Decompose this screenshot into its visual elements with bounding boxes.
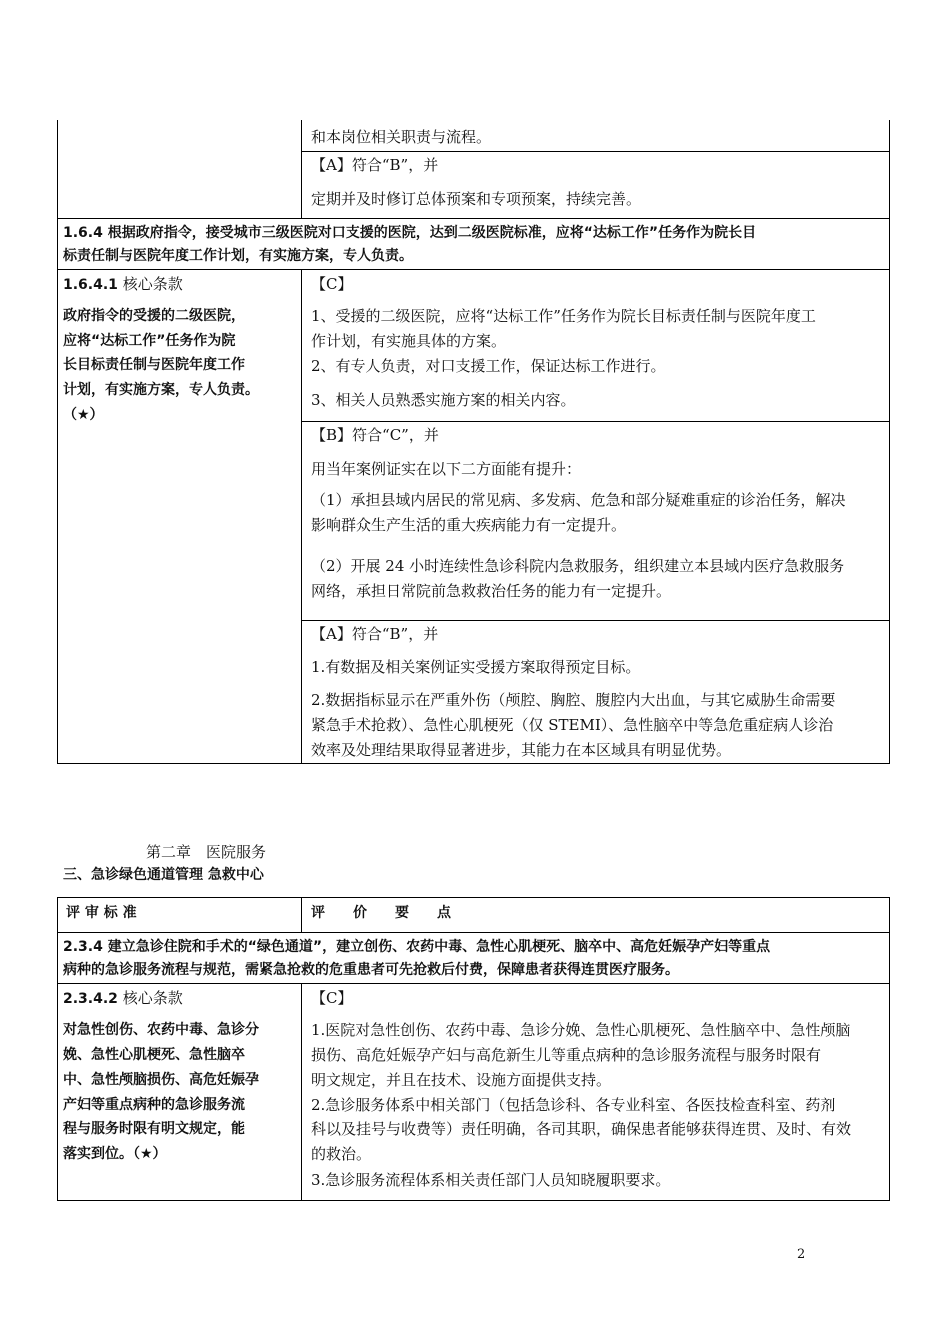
table2-grade-c-line: 损伤、高危妊娠孕产妇与高危新生儿等重点病种的急诊服务流程与服务时限有 (311, 1046, 822, 1064)
table1-grade-b-line: （2）开展 24 小时连续性急诊科院内急救服务，组织建立本县域内医疗急救服务 (311, 557, 845, 575)
left-line: 程与服务时限有明文规定，能 (63, 1121, 245, 1137)
left-line: 落实到位。（★） (63, 1146, 167, 1162)
table2-grade-c-line: 1.医院对急性创伤、农药中毒、急诊分娩、急性心肌梗死、急性脑卒中、急性颅脑 (311, 1021, 851, 1039)
clause-id: 2.3.4.2 (63, 991, 118, 1007)
left-line: 长目标责任制与医院年度工作 (63, 357, 245, 373)
table1-top-continuation: 和本岗位相关职责与流程。 (311, 128, 492, 146)
clause-tag: 核心条款 (122, 989, 183, 1007)
section-2-3-4-title-line2: 病种的急诊服务流程与规范，需紧急抢救的危重患者可先抢救后付费，保障患者获得连贯医疗服务。 (63, 962, 679, 978)
section-heading: 三、急诊绿色通道管理 急救中心 (63, 867, 264, 883)
table1-grade-a-line: 2.数据指标显示在严重外伤（颅腔、胸腔、腹腔内大出血，与其它威胁生命需要 (311, 691, 836, 709)
table1-grade-b-line: 影响群众生产生活的重大疾病能力有一定提升。 (311, 516, 627, 534)
table2-grade-c-head: 【C】 (311, 989, 353, 1007)
clause-id: 1.6.4.1 (63, 277, 118, 293)
clause-tag: 核心条款 (122, 275, 183, 293)
table1-grade-c-line: 1、受援的二级医院，应将“达标工作”任务作为院长目标责任制与医院年度工 (311, 307, 816, 325)
table2-col-header-standard: 评 审 标 准 (66, 905, 137, 921)
table1-grade-b-line: （1）承担县域内居民的常见病、多发病、危急和部分疑难重症的诊治任务，解决 (311, 491, 846, 509)
table2-grade-c-line: 3.急诊服务流程体系相关责任部门人员知晓履职要求。 (311, 1171, 671, 1189)
table1-grade-c-line: 2、有专人负责，对口支援工作，保证达标工作进行。 (311, 357, 666, 375)
table1-grade-c-line: 作计划，有实施具体的方案。 (311, 332, 507, 350)
left-line: 应将“达标工作”任务作为院 (63, 333, 236, 349)
table2-grade-c-line: 明文规定，并且在技术、设施方面提供支持。 (311, 1071, 612, 1089)
table2-grade-c-line: 科以及挂号与收费等）责任明确，各司其职，确保患者能够获得连贯、及时、有效 (311, 1120, 852, 1138)
table1-grade-a-line: 1.有数据及相关案例证实受援方案取得预定目标。 (311, 658, 641, 676)
left-line: 计划，有实施方案，专人负责。 (63, 382, 259, 398)
clause-1-6-4-1-header (63, 277, 183, 292)
table1-grade-a-line: 紧急手术抢救）、急性心肌梗死（仅 STEMI）、急性脑卒中等急危重症病人诊治 (311, 716, 834, 734)
left-line: 政府指令的受援的二级医院， (63, 308, 245, 324)
left-line: 娩、急性心肌梗死、急性脑卒 (63, 1047, 245, 1063)
table1-top-grade-a-head: 【A】符合“B”，并 (311, 156, 439, 174)
section-1-6-4-title-line2: 标责任制与医院年度工作计划，有实施方案，专人负责。 (63, 248, 413, 264)
table2-grade-c-line: 2.急诊服务体系中相关部门（包括急诊科、各专业科室、各医技检查科室、药剂 (311, 1096, 836, 1114)
chapter-title: 第二章 医院服务 (146, 843, 267, 861)
left-line: （★） (63, 407, 104, 423)
table2-col-header-points: 评 价 要 点 (311, 905, 451, 921)
table1-grade-b-line: 网络，承担日常院前急救救治任务的能力有一定提升。 (311, 582, 672, 600)
table2-grade-c-line: 的救治。 (311, 1145, 372, 1163)
table1-grade-a-line: 效率及处理结果取得显著进步，其能力在本区域具有明显优势。 (311, 741, 732, 759)
table1-grade-a-head: 【A】符合“B”，并 (311, 625, 439, 643)
section-2-3-4-title-line1: 2.3.4 建立急诊住院和手术的“绿色通道”，建立创伤、农药中毒、急性心肌梗死、脑卒中、高危妊娠孕产妇等重点 (63, 939, 771, 955)
table1-grade-c-line: 3、相关人员熟悉实施方案的相关内容。 (311, 391, 576, 409)
left-line: 中、急性颅脑损伤、高危妊娠孕 (63, 1072, 259, 1088)
table1-top-grade-a-line: 定期并及时修订总体预案和专项预案，持续完善。 (311, 190, 642, 208)
left-line: 产妇等重点病种的急诊服务流 (63, 1097, 245, 1113)
clause-2-3-4-2-header (63, 991, 183, 1006)
table1-grade-b-line: 用当年案例证实在以下二方面能有提升： (311, 460, 582, 478)
section-1-6-4-title-line1: 1.6.4 根据政府指令，接受城市三级医院对口支援的医院，达到二级医院标准，应将“达标工作”任务作为院长目 (63, 225, 757, 241)
table1-grade-c-head: 【C】 (311, 275, 353, 293)
table1-grade-b-head: 【B】符合“C”，并 (311, 426, 439, 444)
left-line: 对急性创伤、农药中毒、急诊分 (63, 1022, 259, 1038)
page-number: 2 (797, 1247, 806, 1262)
